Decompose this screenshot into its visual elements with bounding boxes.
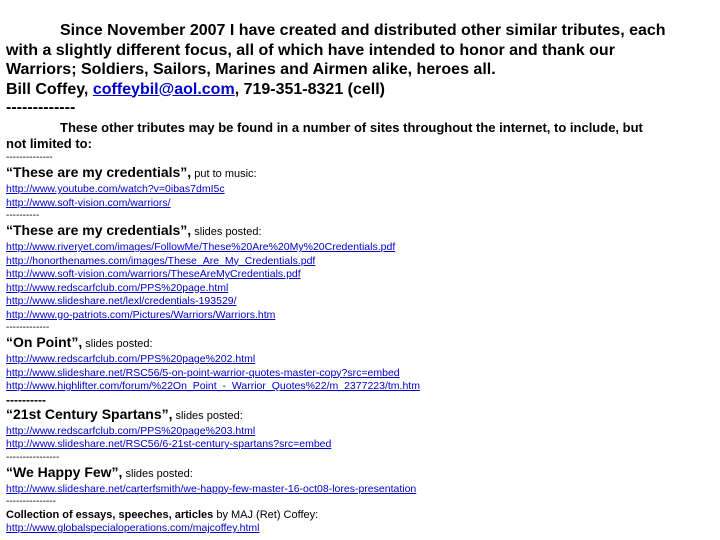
intro-paragraph — [6, 0, 714, 99]
section-we-happy-few — [6, 464, 714, 509]
author-line — [6, 80, 714, 100]
link-slideshare-on-point[interactable]: http://www.slideshare.net/RSC56/5-on-point-warrior-quotes-master-copy?src=embed — [6, 366, 400, 379]
collection-suffix: by MAJ (Ret) Coffey: — [213, 509, 319, 521]
collection-title: Collection of essays, speeches, articles — [6, 509, 214, 521]
link-honorthenames-pdf[interactable]: http://honorthenames.com/images/These_Are_My_Credentials.pdf — [6, 254, 316, 267]
section-21st-century-spartans — [6, 406, 714, 464]
section-credentials-music — [6, 164, 714, 222]
section-credentials-slides — [6, 222, 714, 334]
section-heading — [6, 464, 714, 483]
author-email-link[interactable]: coffeybil@aol.com — [92, 80, 235, 98]
section-divider: ---------------- — [6, 451, 60, 463]
collection-heading — [6, 508, 714, 522]
section-subtitle: put to music: — [191, 168, 257, 180]
sites-note — [6, 120, 714, 152]
intro-line-3: Warriors; Soldiers, Sailors, Marines and Airmen alike, heroes all. — [6, 61, 496, 78]
link-riveryet-pdf[interactable]: http://www.riveryet.com/images/FollowMe/These%20Are%20My%20Credentials.pdf — [6, 241, 396, 253]
link-soft-vision-warriors[interactable]: http://www.soft-vision.com/warriors/ — [6, 196, 171, 209]
section-title: “On Point”, — [6, 334, 83, 350]
sites-note-line-1: These other tributes may be found in a number of sites throughout the internet, to include, but — [60, 120, 643, 135]
link-highlifter-forum[interactable]: http://www.highlifter.com/forum/%22On_Point_-_Warrior_Quotes%22/m_2377223/tm.htm — [6, 380, 420, 392]
sites-note-line-2: not limited to: — [6, 136, 92, 151]
section-subtitle: slides posted: — [172, 409, 243, 422]
section-subtitle: slides posted: — [191, 226, 262, 238]
section-collection — [6, 508, 714, 536]
section-divider: ---------- — [6, 210, 40, 221]
section-divider: ---------- — [6, 392, 46, 407]
section-heading — [6, 406, 714, 425]
link-soft-vision-pdf[interactable]: http://www.soft-vision.com/warriors/TheseAreMyCredentials.pdf — [6, 268, 301, 280]
link-slideshare-spartans[interactable]: http://www.slideshare.net/RSC56/6-21st-century-spartans?src=embed — [6, 438, 332, 450]
link-redscarfclub-pps[interactable]: http://www.redscarfclub.com/PPS%20page.html — [6, 281, 229, 294]
section-title: “We Happy Few”, — [6, 463, 123, 480]
intro-line-2: with a slightly different focus, all of which have intended to honor and thank our — [6, 41, 615, 59]
section-heading — [6, 222, 714, 241]
link-youtube-credentials[interactable]: http://www.youtube.com/watch?v=0ibas7dmI5c — [6, 183, 225, 195]
section-heading — [6, 164, 714, 183]
section-divider: ------------- — [6, 322, 50, 333]
section-subtitle: slides posted: — [122, 467, 193, 480]
author-name: Bill Coffey, — [6, 80, 93, 98]
section-title: “These are my credentials”, — [6, 164, 192, 180]
link-go-patriots-warriors[interactable]: http://www.go-patriots.com/Pictures/Warriors/Warriors.htm — [6, 308, 276, 321]
section-on-point — [6, 334, 714, 406]
intro-line-1: Since November 2007 I have created and distributed other similar tributes, each — [60, 22, 666, 39]
sites-divider: -------------- — [6, 152, 53, 163]
link-globalspecialoperations[interactable]: http://www.globalspecialoperations.com/majcoffey.html — [6, 522, 260, 534]
link-slideshare-credentials[interactable]: http://www.slideshare.net/lexl/credentials-193529/ — [6, 295, 237, 307]
link-slideshare-we-happy-few[interactable]: http://www.slideshare.net/carterfsmith/we-happy-few-master-16-oct08-lores-presentation — [6, 482, 417, 495]
section-heading — [6, 334, 714, 353]
link-redscarfclub-pps-2[interactable]: http://www.redscarfclub.com/PPS%20page%202.html — [6, 353, 256, 365]
link-redscarfclub-pps-3[interactable]: http://www.redscarfclub.com/PPS%20page%203.html — [6, 424, 256, 437]
author-phone: , 719-351-8321 (cell) — [234, 80, 386, 98]
section-title: “These are my credentials”, — [6, 222, 192, 238]
section-title: “21st Century Spartans”, — [6, 405, 173, 422]
section-divider: --------------- — [6, 496, 56, 507]
section-subtitle: slides posted: — [82, 338, 153, 350]
intro-divider: ------------- — [6, 99, 76, 116]
